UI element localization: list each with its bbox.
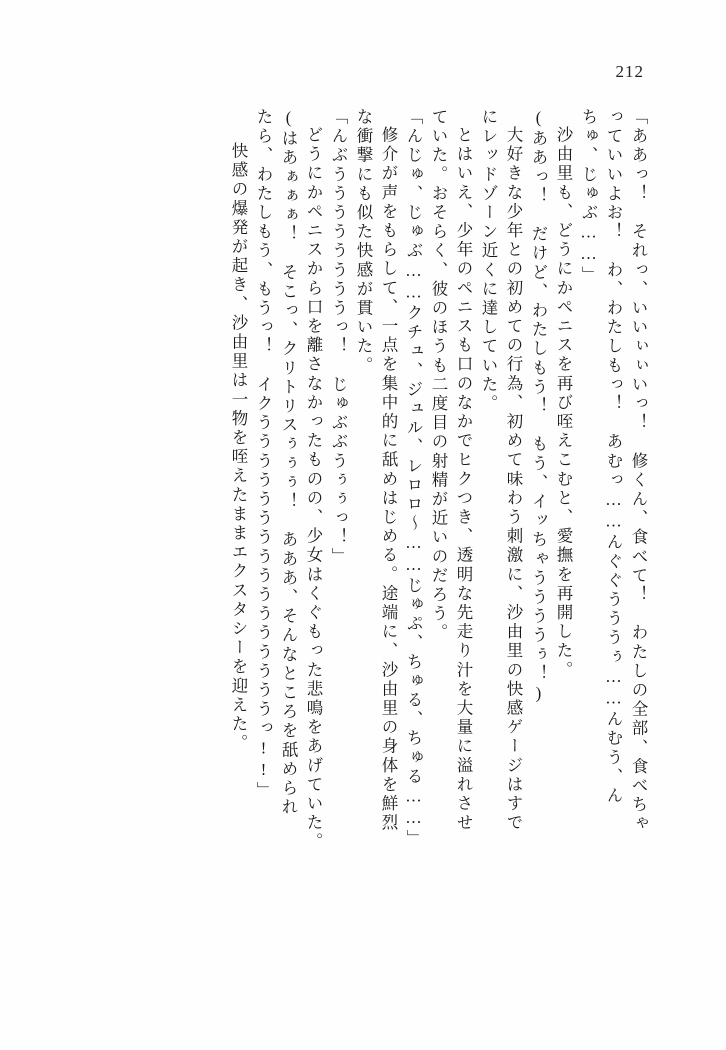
text-line: ちゅ、じゅぶ……」: [579, 108, 598, 285]
text-line: (はあぁぁぁ！ そこっ、クリトリスぅぅぅ！ あああ、そんなところを舐められ: [279, 108, 298, 818]
text-line: にレッドゾーン近くに達していた。: [479, 108, 498, 414]
text-line: 「ああっ！ それっ、いいぃぃいっ！ 修くん、食べて！ わたしの全部、食べちゃ: [629, 108, 648, 834]
text-line: 「んぶううううううううっ！ じゅぶぶうぅぅっ！」: [329, 108, 348, 567]
text-line: たら、わたしもう、もうっ！ イクううううううううううううううううっ!!」: [254, 108, 273, 801]
text-line: な衝撃にも似た快感が貫いた。: [354, 108, 373, 376]
text-line: 修介が声をもらして、一点を集中的に舐めはじめる。途端に、沙由里の身体を鮮烈: [379, 126, 398, 833]
text-line: 沙由里も、どうにかペニスを再び咥えこむと、愛撫を再開した。: [554, 126, 573, 680]
text-line: っていいよお！ わ、わたしもっ！ あむっ……んぐぐうううぅ……んむう、ん: [604, 108, 623, 806]
text-line: 大好きな少年との初めての行為、初めて味わう刺激に、沙由里の快感ゲージはすで: [504, 126, 523, 833]
text-line: 快感の爆発が起き、沙由里は一物を咥えたままエクスタシーを迎えた。: [229, 142, 248, 754]
text-line: (ああっ！ だけど、わたしもう！ もう、イッちゃううううぅ！): [529, 108, 548, 706]
text-line: ていた。おそらく、彼のほうも二度目の射精が近いのだろう。: [429, 108, 448, 643]
text-line: とはいえ、少年のペニスも口のなかでヒクつき、透明な先走り汁を大量に溢れさせ: [454, 126, 473, 833]
page-body-text: [76, 108, 646, 968]
text-line: どうにかペニスから口を離さなかったものの、少女はくぐもった悲鳴をあげていた。: [304, 126, 323, 852]
text-line: 「んじゅ、じゅぶ……クチュ、ジュル、レロロ～……じゅぷ、ちゅる、ちゅる……」: [404, 108, 423, 849]
page-number: 212: [615, 62, 644, 81]
